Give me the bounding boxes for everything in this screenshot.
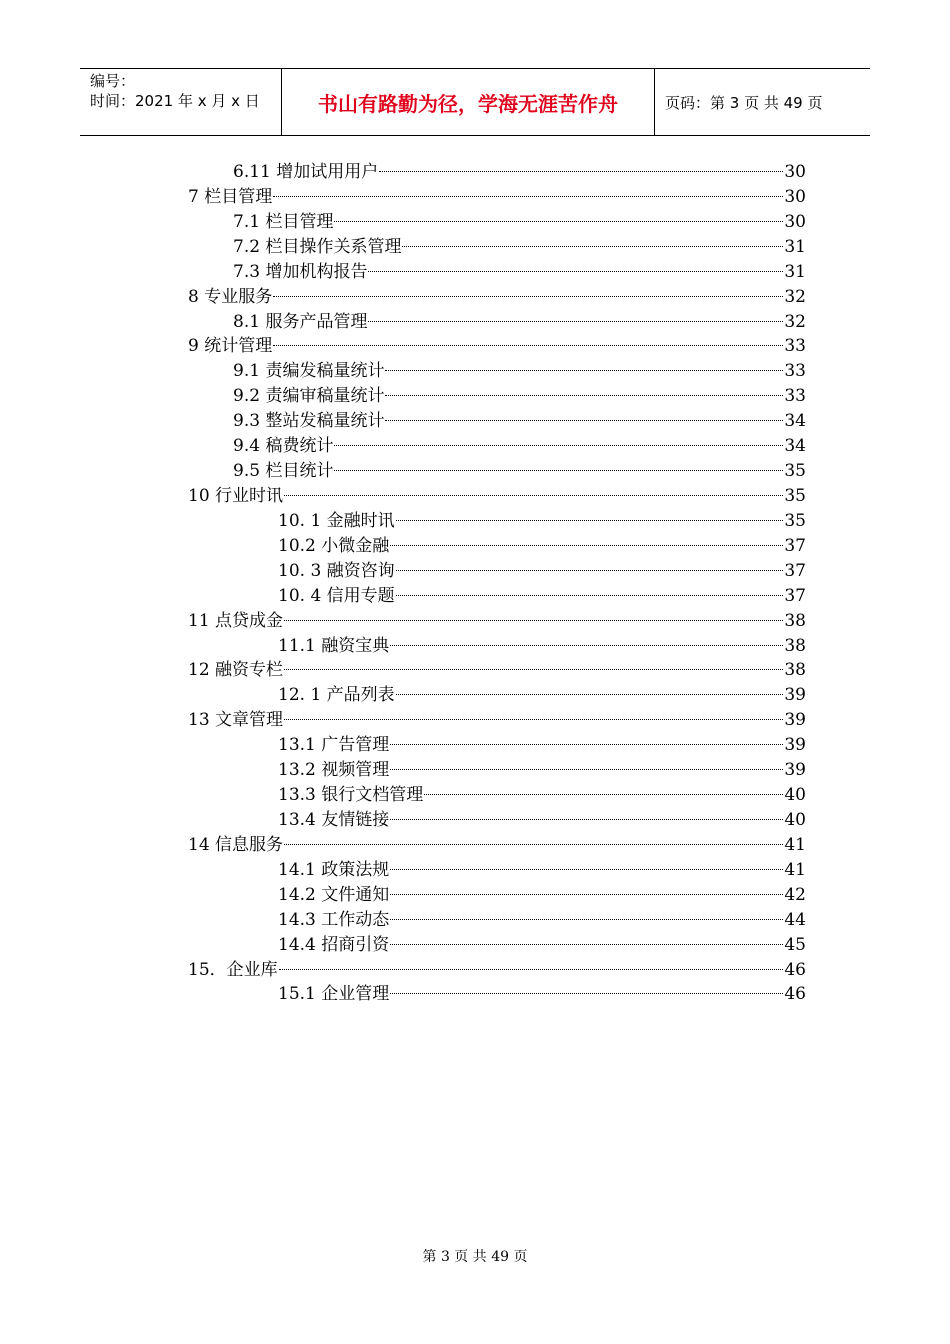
- toc-entry-page: 37: [784, 535, 806, 556]
- toc-entry-page: 39: [784, 735, 806, 756]
- toc-entry-page: 39: [784, 710, 806, 731]
- toc-entry[interactable]: [188, 658, 806, 683]
- toc-leader-dots: [368, 321, 783, 322]
- toc-entry-page: 38: [784, 635, 806, 656]
- toc-entry[interactable]: [188, 758, 806, 783]
- toc-leader-dots: [402, 246, 783, 247]
- toc-entry-page: 35: [784, 461, 806, 482]
- toc-entry-page: 40: [784, 809, 806, 830]
- document-code-label: 编号：: [90, 72, 136, 90]
- toc-entry-title: 9.1 责编发稿量统计: [233, 361, 385, 382]
- toc-entry[interactable]: [188, 733, 806, 758]
- toc-leader-dots: [385, 420, 783, 421]
- toc-entry-title: 12 融资专栏: [188, 660, 284, 681]
- toc-entry-title: 7.1 栏目管理: [233, 211, 334, 232]
- toc-leader-dots: [379, 171, 783, 172]
- toc-entry[interactable]: [188, 509, 806, 534]
- toc-entry[interactable]: [188, 908, 806, 933]
- page-footer: 第 3 页 共 49 页: [422, 1249, 528, 1265]
- toc-entry-title: 9.5 栏目统计: [233, 461, 334, 482]
- toc-entry-title: 11 点贷成金: [188, 610, 284, 631]
- toc-entry-title: 7.3 增加机构报告: [233, 261, 368, 282]
- toc-leader-dots: [385, 370, 783, 371]
- toc-entry-title: 10 行业时讯: [188, 485, 284, 506]
- toc-entry-page: 42: [784, 884, 806, 905]
- toc-entry[interactable]: [188, 210, 806, 235]
- toc-entry[interactable]: [188, 933, 806, 958]
- toc-entry-title: 9.2 责编审稿量统计: [233, 386, 385, 407]
- toc-entry[interactable]: [188, 334, 806, 359]
- toc-entry[interactable]: [188, 584, 806, 609]
- toc-leader-dots: [334, 470, 783, 471]
- toc-entry[interactable]: [188, 559, 806, 584]
- toc-leader-dots: [396, 520, 784, 521]
- toc-entry-page: 38: [784, 660, 806, 681]
- toc-entry[interactable]: [188, 534, 806, 559]
- toc-entry-page: 39: [784, 760, 806, 781]
- document-date: 时间：2021 年 x 月 x 日: [90, 92, 260, 110]
- toc-entry-page: 30: [784, 186, 806, 207]
- toc-entry-title: 10. 3 融资咨询: [278, 560, 395, 581]
- toc-entry[interactable]: [188, 808, 806, 833]
- toc-entry-page: 39: [784, 685, 806, 706]
- toc-entry[interactable]: [188, 634, 806, 659]
- toc-leader-dots: [334, 445, 783, 446]
- toc-leader-dots: [273, 196, 783, 197]
- toc-entry[interactable]: [188, 285, 806, 310]
- toc-leader-dots: [284, 620, 783, 621]
- toc-entry-page: 31: [784, 261, 806, 282]
- toc-leader-dots: [396, 694, 784, 695]
- toc-entry-page: 30: [784, 162, 806, 182]
- toc-entry-page: 41: [784, 834, 806, 855]
- toc-leader-dots: [284, 844, 783, 845]
- toc-entry[interactable]: [188, 235, 806, 260]
- table-of-contents: [188, 160, 806, 1007]
- toc-leader-dots: [396, 570, 784, 571]
- toc-entry-page: 34: [784, 411, 806, 432]
- toc-leader-dots: [390, 545, 783, 546]
- toc-entry-page: 40: [784, 785, 806, 806]
- toc-entry-title: 15．企业库: [188, 959, 278, 980]
- toc-leader-dots: [284, 495, 783, 496]
- page-header: [80, 68, 870, 136]
- toc-entry[interactable]: [188, 683, 806, 708]
- toc-entry-page: 33: [784, 386, 806, 407]
- toc-entry-title: 7.2 栏目操作关系管理: [233, 236, 402, 257]
- toc-entry-page: 33: [784, 336, 806, 357]
- toc-leader-dots: [390, 645, 783, 646]
- toc-entry-page: 34: [784, 436, 806, 457]
- toc-entry-title: 9.3 整站发稿量统计: [233, 411, 385, 432]
- toc-entry-page: 45: [784, 934, 806, 955]
- toc-leader-dots: [390, 744, 783, 745]
- toc-entry-title: 10. 1 金融时讯: [278, 510, 395, 531]
- toc-leader-dots: [368, 271, 783, 272]
- toc-entry-title: 7 栏目管理: [188, 186, 273, 207]
- header-motto: 书山有路勤为径，学海无涯苦作舟: [282, 69, 655, 135]
- toc-entry-page: 30: [784, 211, 806, 232]
- toc-leader-dots: [279, 969, 784, 970]
- toc-entry-page: 31: [784, 236, 806, 257]
- toc-entry-page: 44: [784, 909, 806, 930]
- toc-entry-title: 9.4 稿费统计: [233, 436, 334, 457]
- toc-entry-title: 13.2 视频管理: [278, 760, 390, 781]
- toc-entry-title: 14.1 政策法规: [278, 859, 390, 880]
- toc-leader-dots: [390, 819, 783, 820]
- toc-entry-title: 14 信息服务: [188, 834, 284, 855]
- toc-leader-dots: [390, 919, 783, 920]
- toc-entry-page: 37: [784, 585, 806, 606]
- toc-entry[interactable]: [188, 783, 806, 808]
- toc-entry[interactable]: [188, 185, 806, 210]
- toc-entry-page: 46: [784, 959, 806, 980]
- toc-entry-page: 37: [784, 560, 806, 581]
- toc-entry-title: 6.11 增加试用用户: [233, 162, 379, 182]
- toc-entry-title: 10.2 小微金融: [278, 535, 390, 556]
- toc-leader-dots: [390, 894, 783, 895]
- toc-entry-title: 14.2 文件通知: [278, 884, 390, 905]
- toc-entry-title: 8 专业服务: [188, 286, 273, 307]
- header-meta: [80, 69, 282, 135]
- toc-entry-title: 9 统计管理: [188, 336, 273, 357]
- toc-leader-dots: [284, 669, 783, 670]
- toc-leader-dots: [273, 345, 783, 346]
- toc-leader-dots: [385, 395, 783, 396]
- toc-leader-dots: [390, 944, 783, 945]
- toc-entry[interactable]: [188, 958, 806, 983]
- toc-leader-dots: [390, 769, 783, 770]
- toc-entry[interactable]: [188, 260, 806, 285]
- toc-entry[interactable]: [188, 484, 806, 509]
- toc-entry-page: 46: [784, 984, 806, 1005]
- toc-entry-page: 33: [784, 361, 806, 382]
- toc-leader-dots: [334, 221, 783, 222]
- toc-entry-title: 12. 1 产品列表: [278, 685, 395, 706]
- toc-entry[interactable]: [188, 409, 806, 434]
- toc-entry-page: 32: [784, 286, 806, 307]
- toc-entry-title: 11.1 融资宝典: [278, 635, 390, 656]
- toc-entry-title: 13.4 友情链接: [278, 809, 390, 830]
- toc-entry[interactable]: [188, 434, 806, 459]
- toc-entry-page: 35: [784, 485, 806, 506]
- toc-entry-title: 15.1 企业管理: [278, 984, 390, 1005]
- toc-entry[interactable]: [188, 160, 806, 185]
- toc-entry-page: 32: [784, 311, 806, 332]
- toc-entry[interactable]: [188, 883, 806, 908]
- toc-entry[interactable]: [188, 384, 806, 409]
- toc-leader-dots: [390, 869, 783, 870]
- toc-entry[interactable]: [188, 833, 806, 858]
- toc-entry-title: 14.4 招商引资: [278, 934, 390, 955]
- toc-entry-page: 38: [784, 610, 806, 631]
- toc-entry-title: 13 文章管理: [188, 710, 284, 731]
- toc-entry-title: 8.1 服务产品管理: [233, 311, 368, 332]
- header-page-info: 页码：第 3 页 共 49 页: [665, 93, 823, 112]
- toc-entry[interactable]: [188, 609, 806, 634]
- toc-entry[interactable]: [188, 858, 806, 883]
- toc-entry-title: 10. 4 信用专题: [278, 585, 395, 606]
- toc-entry-title: 13.3 银行文档管理: [278, 785, 424, 806]
- toc-leader-dots: [424, 794, 783, 795]
- toc-leader-dots: [396, 595, 784, 596]
- toc-entry[interactable]: [188, 359, 806, 384]
- toc-leader-dots: [273, 296, 783, 297]
- toc-entry[interactable]: [188, 310, 806, 335]
- toc-entry-title: 13.1 广告管理: [278, 735, 390, 756]
- toc-entry[interactable]: [188, 459, 806, 484]
- toc-leader-dots: [390, 993, 783, 994]
- toc-entry-title: 14.3 工作动态: [278, 909, 390, 930]
- toc-entry[interactable]: [188, 708, 806, 733]
- toc-leader-dots: [284, 719, 783, 720]
- toc-entry-page: 35: [784, 510, 806, 531]
- toc-entry-page: 41: [784, 859, 806, 880]
- toc-entry[interactable]: [188, 982, 806, 1007]
